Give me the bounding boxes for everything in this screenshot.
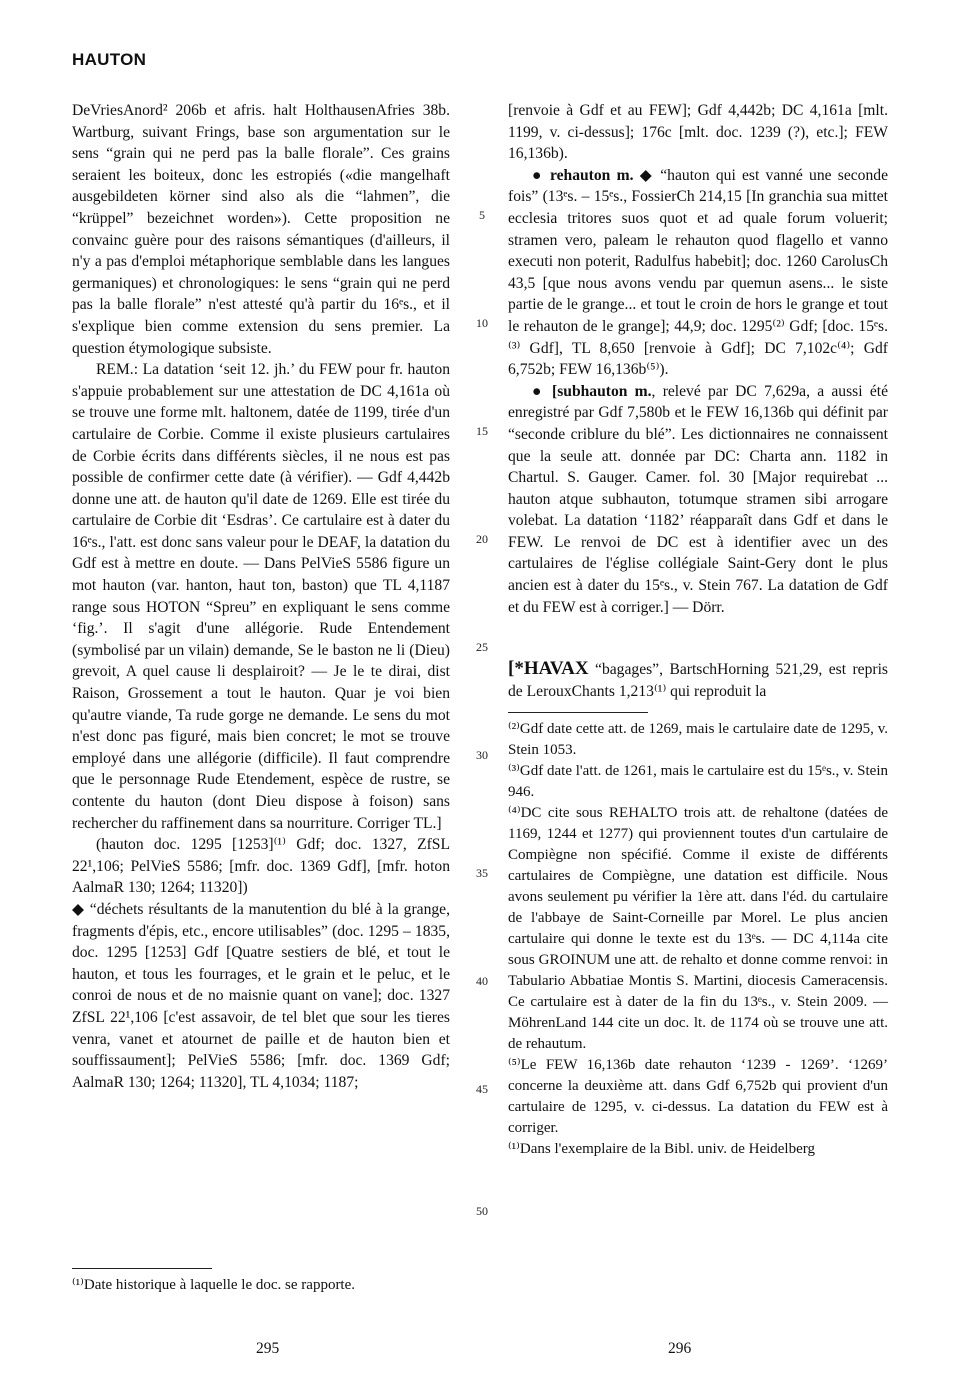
entry-subhauton: [508, 381, 888, 619]
entry-text: , relevé par DC 7,629a, a aussi été enregistré par Gdf 7,580b et le FEW 16,136b qui définit par “seconde criblure du blé”. Les dictionnaires ne connaissent que la seule att. donnée par DC: Charta ann. 1182 in Chartul. S. Gauger. Camer. fol. 30 [Major requirebat ... hauton atque subhauton, totumque stramen sibi arrogare volebat. La datation ‘1182’ réapparaît dans Gdf et dans le FEW. Le renvoi de DC est à identifier avec un des cartulaires de l'église collégiale Saint-Gery dont le plus ancien est à dater du 15ᵉs., v. Stein 767. La datation de Gdf et du FEW est à corriger.] — Dörr.: [508, 382, 888, 616]
left-footnotes: [72, 1258, 450, 1296]
headword-havax: [*HAVAX: [508, 658, 589, 680]
headword-rehauton: ● rehauton m.: [532, 166, 634, 184]
running-head: HAUTON: [72, 50, 147, 69]
line-number: 20: [476, 532, 488, 546]
line-number: 50: [476, 1204, 488, 1218]
left-column: [72, 100, 450, 1093]
entry-rehauton: [508, 165, 888, 381]
line-number: 5: [479, 208, 485, 222]
right-column: [508, 100, 888, 1160]
footnote-5: ⁽⁵⁾Le FEW 16,136b date rehauton ‘1239 - 1269’. ‘1269’ concerne la deuxième att. dans Gdf 6,752b qui provient d'un cartulaire de 1295, v. ci-dessus. La datation du FEW est à corriger.: [508, 1057, 888, 1137]
paragraph-forms: (hauton doc. 1295 [1253]⁽¹⁾ Gdf; doc. 1327, ZfSL 22¹,106; PelVieS 5586; [mfr. doc. 1369 Gdf], [mfr. hoton AalmaR 130; 1264; 11320]): [72, 836, 450, 897]
footnote-4: ⁽⁴⁾DC cite sous REHALTO trois att. de rehaltone (datées de 1169, 1244 et 1277) qui proviennent toutes d'un cartulaire de Compiègne non spécifié. Comme il existe de différents cartulaires de Compiègne, une datation est difficile. Nous avons seulement pu vérifier la 1ère att. dans l'éd. du cartulaire de l'abbaye de Saint-Corneille par Morel. Le plus ancien cartulaire qui donne le texte est du 13ᵉs. — DC 4,114a cite sous GROINUM une att. de rehalto et donne comme renvoi: in Tabulario Abbatiae Montis S. Martini, diocesis Cameracensis. Ce cartulaire est à dater de la fin du 13ᵉs., v. Stein 2009. — MöhrenLand 144 cite un doc. lt. de 1174 où se trouve une att. de rehautum.: [508, 805, 888, 1053]
paragraph-remark: REM.: La datation ‘seit 12. jh.’ du FEW pour fr. hauton s'appuie probablement sur une attestation de DC 4,161a où se trouve une forme mlt. haltonem, datée de 1199, tirée d'un cartulaire de Corbie. Comme il existe plusieurs cartulaires de Corbie écrits dans différents siècles, il ne nous est pas possible de confirmer cette date (à vérifier). — Gdf 4,442b donne une att. de hauton qu'il date de 1269. Elle est tirée du cartulaire de Corbie dit ‘Esdras’. Ce cartulaire est à dater du 16ᵉs., l'att. est donc sans valeur pour le DEAF, la datation du Gdf est à mettre en doute. — Dans PelVieS 5586 figure un mot hauton (var. hanton, haut ton, baston) que TL 4,1187 range sous HOTON “Spreu” en expliquant le sens comme ‘fig.’. Il s'agit d'une allégorie. Rude Entendement (symbolisé par un vilain) demande, Se le baston ne li (Dieu) grevoit, A quel cause li desplairoit? — Je le te dirai, dist Raison, Grossement a tout le hauton. Quar je voi bien qu'autre viande, Ta rude gorge ne demande. Le sens du mot n'est donc pas figuré, mais bien concret; le mot se trouve employé dans une allégorie (difficile). Il faut comprendre que le personnage Rude Etendement, espèce de rustre, se contente du hauton (dont Dieu dispose à foison) sans rechercher du raffinement dans sa nourriture. Corriger TL.]: [72, 361, 450, 832]
page-number-right: 296: [668, 1340, 692, 1357]
paragraph-sense: ◆ “déchets résultants de la manutention du blé à la grange, fragments d'épis, etc., encore utilisables” (doc. 1295 – 1835, doc. 1295 [1253] Gdf [Quatre sestiers de blé, et tout le hauton, et tous les fourrages, et le grain et le peluc, et le conroi de nous et de no maisnie quant on vane]; doc. 1327 ZfSL 22¹,106 [c'est assavoir, de tel blet que sour les tieres venra, vanet et atournet de paille et de hauton bien et souffissaument]; PelVieS 5586; [mfr. doc. 1369 Gdf; AalmaR 130; 1264; 11320], TL 4,1034; 1187;: [72, 900, 450, 1091]
line-number: 15: [476, 424, 488, 438]
footnote-6: ⁽¹⁾Dans l'exemplaire de la Bibl. univ. de Heidelberg: [508, 1141, 815, 1158]
footnote-1: ⁽¹⁾Date historique à laquelle le doc. se rapporte.: [72, 1277, 356, 1293]
footnote-2: ⁽²⁾Gdf date cette att. de 1269, mais le cartulaire date de 1295, v. Stein 1053.: [508, 721, 888, 759]
footnote-rule: [508, 712, 648, 713]
page-number-left: 295: [256, 1340, 280, 1357]
line-number: 25: [476, 640, 488, 654]
footnote-3: ⁽³⁾Gdf date l'att. de 1261, mais le cartulaire est du 15ᵉs., v. Stein 946.: [508, 763, 888, 801]
line-number: 45: [476, 1082, 488, 1096]
line-number: 30: [476, 748, 488, 762]
entry-text: ◆ “hauton qui est vanné une seconde fois” (13ᵉs. – 15ᵉs., FossierCh 214,15 [In granchia sua mittet ecclesia tritores suos quot et ad quale forum voluerit; stramen vero, paleam le rehauton quod flagello et vanno executi non poterit, Radulfus habebit]; doc. 1260 CarolusCh 43,5 [que nous avons vendu par quemun asens... le siste partie de le grange... et tout le croin de hors le grange et tout le rehauton de le grange]; 44,9; doc. 1295⁽²⁾ Gdf; [doc. 15ᵉs.⁽³⁾ Gdf], TL 8,650 [renvoie à Gdf]; DC 7,102c⁽⁴⁾; Gdf 6,752b; FEW 16,136b⁽⁵⁾).: [508, 166, 888, 379]
entry-havax: [508, 658, 888, 702]
line-number: 35: [476, 866, 488, 880]
entry-text: “bagages”, BartschHorning 521,29, est repris de LerouxChants 1,213⁽¹⁾ qui reproduit la: [508, 661, 888, 700]
headword-subhauton: ● [subhauton m.: [532, 382, 652, 400]
line-number: 10: [476, 316, 488, 330]
footnote-rule: [72, 1268, 212, 1269]
line-number: 40: [476, 974, 488, 988]
paragraph: DeVriesAnord² 206b et afris. halt HolthausenAfries 38b. Wartburg, suivant Frings, base son argumentation sur le sens “grain qui ne perd pas la balle florale”. Ces grains seraient les boiteux, donc les estropiés («die mangelhaft ausgebildeten körner sind also als die “lahmen”, die “krüppel” bezeichnet worden»). Cette proposition ne convainc guère pour des raisons sémantiques (d'ailleurs, il n'y a pas d'emploi métaphorique semblable dans les langues germaniques) et chronologiques: le sens “grain qui ne perd pas la balle florale” n'est attesté qu'à partir du 16ᵉs., et il s'explique bien comme extension du sens premier. La question étymologique subsiste.: [72, 102, 450, 357]
paragraph: [renvoie à Gdf et au FEW]; Gdf 4,442b; DC 4,161a [mlt. 1199, v. ci-dessus]; 176c [mlt. doc. 1239 (?), etc.]; FEW 16,136b).: [508, 102, 888, 163]
